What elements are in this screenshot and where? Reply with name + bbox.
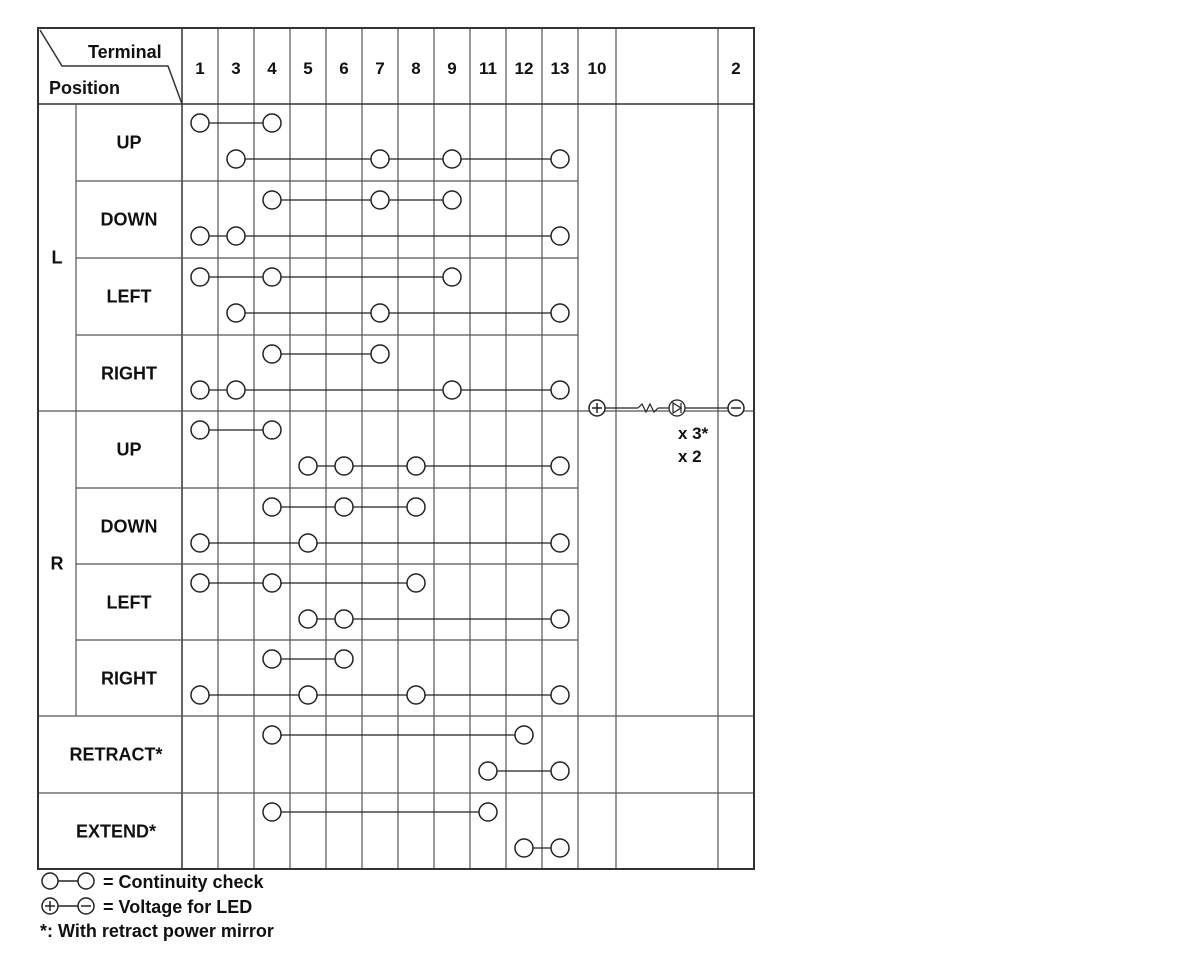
continuity-point-8 xyxy=(407,498,425,516)
legend-voltage xyxy=(40,896,252,918)
continuity-point-12 xyxy=(515,839,533,857)
position-label: DOWN xyxy=(100,516,158,537)
continuity-point-7 xyxy=(371,150,389,168)
continuity-point-3 xyxy=(227,227,245,245)
led-voltage-symbol xyxy=(589,400,744,466)
position-label: RIGHT xyxy=(101,363,157,384)
continuity-point-9 xyxy=(443,150,461,168)
terminal-number-11: 11 xyxy=(479,59,497,78)
continuity-point-13 xyxy=(551,227,569,245)
terminal-number-3: 3 xyxy=(231,59,241,78)
led-note-standard: x 2 xyxy=(678,447,702,466)
position-label: RIGHT xyxy=(101,668,157,689)
position-label: RETRACT* xyxy=(69,744,163,765)
legend-voltage-text: = Voltage for LED xyxy=(103,897,253,917)
continuity-point-13 xyxy=(551,150,569,168)
terminal-number-5: 5 xyxy=(303,59,313,78)
continuity-point-7 xyxy=(371,304,389,322)
continuity-point-3 xyxy=(227,381,245,399)
led-diode-icon xyxy=(669,400,685,416)
continuity-point-9 xyxy=(443,381,461,399)
continuity-point-7 xyxy=(371,191,389,209)
voltage-symbol-icon xyxy=(40,896,98,916)
continuity-point-1 xyxy=(191,227,209,245)
led-note-retract: x 3* xyxy=(678,424,709,443)
continuity-point-4 xyxy=(263,191,281,209)
continuity-point-5 xyxy=(299,686,317,704)
continuity-point-4 xyxy=(263,114,281,132)
continuity-point-1 xyxy=(191,421,209,439)
terminal-number-9: 9 xyxy=(447,59,457,78)
continuity-point-6 xyxy=(335,610,353,628)
legend-note xyxy=(40,921,274,942)
continuity-point-4 xyxy=(263,268,281,286)
terminal-number-10: 10 xyxy=(587,59,607,78)
continuity-point-1 xyxy=(191,686,209,704)
continuity-point-5 xyxy=(299,457,317,475)
continuity-point-9 xyxy=(443,268,461,286)
continuity-point-3 xyxy=(227,150,245,168)
continuity-point-13 xyxy=(551,457,569,475)
continuity-point-8 xyxy=(407,574,425,592)
continuity-point-6 xyxy=(335,498,353,516)
terminal-header-label: Terminal xyxy=(88,42,162,62)
continuity-point-13 xyxy=(551,839,569,857)
continuity-point-4 xyxy=(263,803,281,821)
position-header-label: Position xyxy=(49,78,120,98)
continuity-point-13 xyxy=(551,304,569,322)
position-label: DOWN xyxy=(100,209,158,230)
position-label: LEFT xyxy=(106,592,152,613)
continuity-point-4 xyxy=(263,650,281,668)
position-label: UP xyxy=(116,439,142,460)
continuity-point-8 xyxy=(407,686,425,704)
continuity-point-13 xyxy=(551,381,569,399)
continuity-point-1 xyxy=(191,268,209,286)
continuity-point-6 xyxy=(335,650,353,668)
continuity-point-1 xyxy=(191,114,209,132)
terminal-number-8: 8 xyxy=(411,59,421,78)
continuity-point-13 xyxy=(551,762,569,780)
continuity-point-9 xyxy=(443,191,461,209)
legend-note-text: *: With retract power mirror xyxy=(40,921,274,941)
terminal-number-12: 12 xyxy=(514,59,534,78)
legend-continuity-text: = Continuity check xyxy=(103,872,264,892)
continuity-point-1 xyxy=(191,574,209,592)
continuity-point-13 xyxy=(551,610,569,628)
terminal-number-6: 6 xyxy=(339,59,349,78)
terminal-number-1: 1 xyxy=(195,59,205,78)
continuity-point-1 xyxy=(191,381,209,399)
continuity-point-5 xyxy=(299,534,317,552)
side-label-R: R xyxy=(50,553,64,574)
continuity-symbol-icon xyxy=(40,871,98,891)
continuity-point-4 xyxy=(263,726,281,744)
plus-terminal-icon xyxy=(589,400,605,416)
table-frame xyxy=(38,28,754,869)
continuity-point-4 xyxy=(263,421,281,439)
terminal-number-7: 7 xyxy=(375,59,385,78)
side-label-L: L xyxy=(51,247,63,268)
position-label: UP xyxy=(116,132,142,153)
continuity-point-3 xyxy=(227,304,245,322)
continuity-point-7 xyxy=(371,345,389,363)
position-label: LEFT xyxy=(106,286,152,307)
continuity-point-11 xyxy=(479,803,497,821)
terminal-number-4: 4 xyxy=(267,59,277,78)
continuity-point-11 xyxy=(479,762,497,780)
continuity-point-1 xyxy=(191,534,209,552)
continuity-point-4 xyxy=(263,345,281,363)
continuity-point-6 xyxy=(335,457,353,475)
continuity-point-5 xyxy=(299,610,317,628)
terminal-number-2: 2 xyxy=(731,59,741,78)
minus-terminal-icon xyxy=(728,400,744,416)
continuity-point-8 xyxy=(407,457,425,475)
continuity-point-13 xyxy=(551,534,569,552)
continuity-point-12 xyxy=(515,726,533,744)
continuity-point-4 xyxy=(263,498,281,516)
position-label: EXTEND* xyxy=(75,821,157,842)
terminal-number-13: 13 xyxy=(550,59,570,78)
continuity-point-4 xyxy=(263,574,281,592)
legend-continuity xyxy=(40,871,264,893)
continuity-point-13 xyxy=(551,686,569,704)
